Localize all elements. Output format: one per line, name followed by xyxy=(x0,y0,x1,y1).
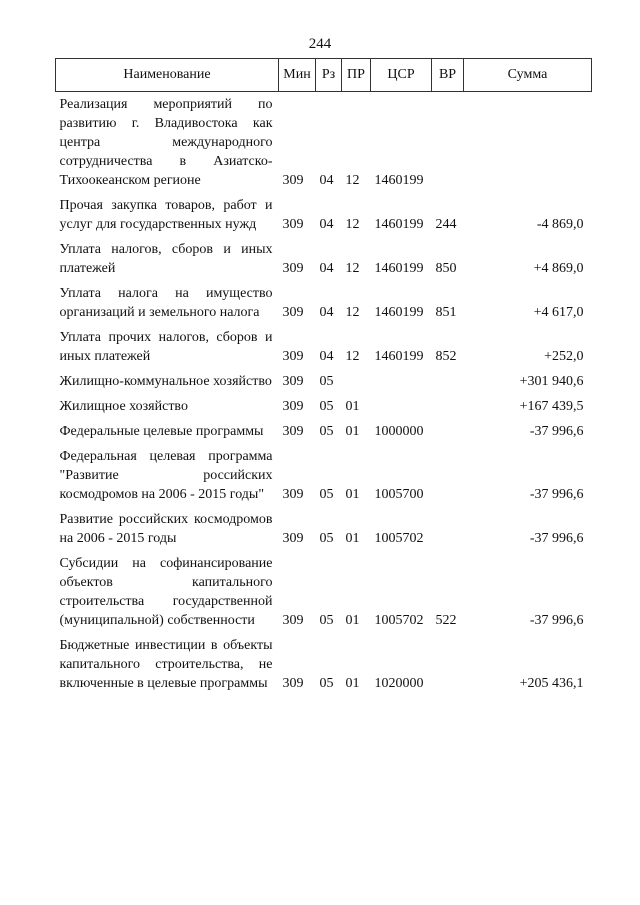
row-pr-cell: 12 xyxy=(345,349,360,364)
row-name-text: Жилищно-коммунальное хозяйство xyxy=(59,374,272,389)
table-row xyxy=(56,325,592,369)
row-name-cell xyxy=(56,193,279,237)
row-name-text: Уплата налогов, сборов и иных платежей xyxy=(59,242,273,276)
row-min-cell: 309 xyxy=(282,676,304,691)
row-name-text: Бюджетные инвестиции в объекты капитального строительства, не включенные в целевые программы xyxy=(59,638,273,691)
row-name-cell xyxy=(56,325,279,369)
row-sum-cell: +301 940,6 xyxy=(519,374,584,389)
row-sum-cell: -4 869,0 xyxy=(536,217,584,232)
row-name-cell xyxy=(56,281,279,325)
row-vr-cell: 851 xyxy=(435,305,457,320)
row-name-text: Уплата налога на имущество организаций и земельного налога xyxy=(59,286,273,320)
row-pr-cell: 12 xyxy=(345,261,360,276)
row-vr-cell xyxy=(432,419,464,444)
row-rz-cell: 04 xyxy=(319,261,334,276)
row-rz-cell: 05 xyxy=(319,424,334,439)
row-name-text: Прочая закупка товаров, работ и услуг для государственных нужд xyxy=(59,198,273,232)
table-row xyxy=(56,281,592,325)
row-sum-cell: +4 617,0 xyxy=(533,305,584,320)
row-name-text: Жилищное хозяйство xyxy=(59,399,188,414)
row-pr-cell xyxy=(342,369,371,394)
page-number: 244 xyxy=(308,36,332,52)
row-csr-cell: 1005700 xyxy=(374,487,424,502)
row-sum-cell: -37 996,6 xyxy=(529,613,584,628)
row-vr-cell: 852 xyxy=(435,349,457,364)
row-pr-cell: 01 xyxy=(345,487,360,502)
row-csr-cell: 1005702 xyxy=(374,613,424,628)
row-vr-cell xyxy=(432,92,464,194)
row-min-cell: 309 xyxy=(282,374,304,389)
table-row xyxy=(56,507,592,551)
row-name-text: Уплата прочих налогов, сборов и иных платежей xyxy=(59,330,273,364)
row-vr-cell: 850 xyxy=(435,261,457,276)
row-name-cell xyxy=(56,237,279,281)
row-name-cell xyxy=(56,633,279,696)
row-name-cell xyxy=(56,394,279,419)
row-vr-cell: 522 xyxy=(435,613,457,628)
table-body xyxy=(56,92,592,697)
row-min-cell: 309 xyxy=(282,173,304,188)
row-pr-cell: 01 xyxy=(345,531,360,546)
row-rz-cell: 04 xyxy=(319,305,334,320)
row-pr-cell: 01 xyxy=(345,399,360,414)
row-pr-cell: 12 xyxy=(345,305,360,320)
row-vr-cell xyxy=(432,394,464,419)
row-sum-cell: +205 436,1 xyxy=(519,676,584,691)
row-name-cell xyxy=(56,92,279,194)
row-csr-cell: 1000000 xyxy=(374,424,424,439)
table-row xyxy=(56,237,592,281)
row-name-cell xyxy=(56,507,279,551)
row-rz-cell: 05 xyxy=(319,613,334,628)
table-row xyxy=(56,193,592,237)
table-row xyxy=(56,633,592,696)
row-sum-cell: -37 996,6 xyxy=(529,531,584,546)
row-min-cell: 309 xyxy=(282,531,304,546)
header-pr: ПР xyxy=(342,59,371,92)
table-row xyxy=(56,444,592,507)
row-min-cell: 309 xyxy=(282,424,304,439)
row-csr-cell: 1005702 xyxy=(374,531,424,546)
table-row xyxy=(56,92,592,194)
table-header-row xyxy=(56,59,592,92)
table-row xyxy=(56,551,592,633)
header-vr: ВР xyxy=(432,59,464,92)
row-vr-cell xyxy=(432,633,464,696)
row-pr-cell: 12 xyxy=(345,173,360,188)
budget-table xyxy=(55,58,592,696)
row-csr-cell xyxy=(371,394,432,419)
table-row xyxy=(56,419,592,444)
row-csr-cell: 1020000 xyxy=(374,676,424,691)
row-min-cell: 309 xyxy=(282,399,304,414)
row-sum-cell xyxy=(464,92,592,194)
row-sum-cell: +4 869,0 xyxy=(533,261,584,276)
row-vr-cell xyxy=(432,444,464,507)
table-row xyxy=(56,394,592,419)
row-min-cell: 309 xyxy=(282,613,304,628)
row-rz-cell: 05 xyxy=(319,374,334,389)
row-min-cell: 309 xyxy=(282,217,304,232)
row-rz-cell: 04 xyxy=(319,349,334,364)
row-rz-cell: 04 xyxy=(319,217,334,232)
row-name-text: Реализация мероприятий по развитию г. Владивостока как центра международного сотрудничества в Азиатско-Тихоокеанском регионе xyxy=(59,97,273,188)
row-csr-cell xyxy=(371,369,432,394)
row-name-cell xyxy=(56,444,279,507)
row-pr-cell: 01 xyxy=(345,424,360,439)
row-pr-cell: 01 xyxy=(345,676,360,691)
row-csr-cell: 1460199 xyxy=(374,305,424,320)
row-sum-cell: -37 996,6 xyxy=(529,424,584,439)
row-csr-cell: 1460199 xyxy=(374,349,424,364)
row-sum-cell: +167 439,5 xyxy=(519,399,584,414)
header-name: Наименование xyxy=(56,59,279,92)
row-name-text: Федеральная целевая программа "Развитие российских космодромов на 2006 - 2015 годы" xyxy=(59,449,273,502)
header-sum: Сумма xyxy=(464,59,592,92)
row-vr-cell: 244 xyxy=(435,217,457,232)
row-csr-cell: 1460199 xyxy=(374,217,424,232)
row-rz-cell: 05 xyxy=(319,399,334,414)
row-name-cell xyxy=(56,369,279,394)
row-sum-cell: -37 996,6 xyxy=(529,487,584,502)
row-vr-cell xyxy=(432,369,464,394)
row-csr-cell: 1460199 xyxy=(374,261,424,276)
row-rz-cell: 05 xyxy=(319,487,334,502)
row-name-cell xyxy=(56,419,279,444)
header-csr: ЦСР xyxy=(371,59,432,92)
row-name-text: Субсидии на софинансирование объектов капитального строительства государственной (муниципальной) собственности xyxy=(59,556,273,628)
row-pr-cell: 12 xyxy=(345,217,360,232)
row-rz-cell: 05 xyxy=(319,531,334,546)
row-name-text: Федеральные целевые программы xyxy=(59,424,264,439)
row-rz-cell: 04 xyxy=(319,173,334,188)
row-min-cell: 309 xyxy=(282,305,304,320)
header-rz: Рз xyxy=(316,59,342,92)
row-name-text: Развитие российских космодромов на 2006 - 2015 годы xyxy=(59,512,273,546)
row-pr-cell: 01 xyxy=(345,613,360,628)
row-csr-cell: 1460199 xyxy=(374,173,424,188)
header-min: Мин xyxy=(279,59,316,92)
row-min-cell: 309 xyxy=(282,487,304,502)
row-name-cell xyxy=(56,551,279,633)
row-sum-cell: +252,0 xyxy=(544,349,584,364)
row-vr-cell xyxy=(432,507,464,551)
row-min-cell: 309 xyxy=(282,349,304,364)
table-row xyxy=(56,369,592,394)
row-rz-cell: 05 xyxy=(319,676,334,691)
row-min-cell: 309 xyxy=(282,261,304,276)
